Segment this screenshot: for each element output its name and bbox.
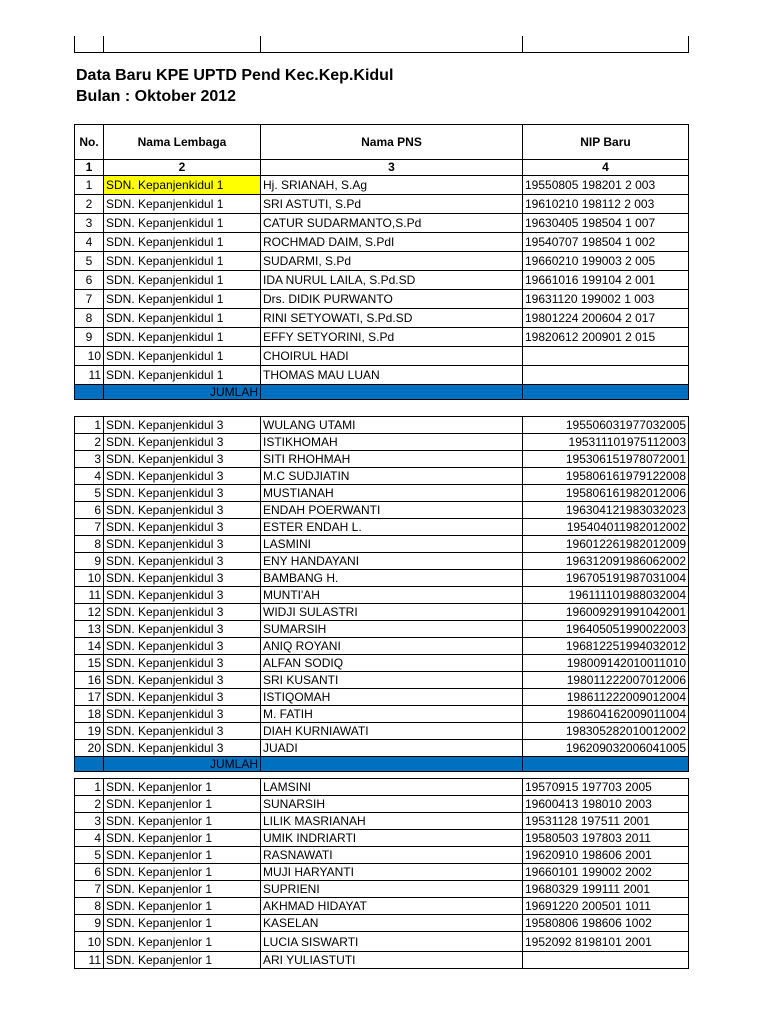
page-subtitle: Bulan : Oktober 2012 [76, 88, 237, 105]
cell-no: 11 [75, 366, 104, 385]
cell-nama-pns: SUMARSIH [261, 621, 523, 638]
cell-no: 15 [75, 655, 104, 672]
table-row [75, 347, 689, 366]
col-number: 2 [104, 160, 261, 176]
cell-no: 6 [75, 864, 104, 881]
table-row [75, 796, 689, 813]
table-row [75, 553, 689, 570]
cell-no: 1 [75, 779, 104, 796]
cell-nama-pns: EFFY SETYORINI, S.Pd [261, 328, 523, 347]
cell-nip-baru: 196812251994032012 [523, 638, 689, 655]
cell-nama-lembaga: SDN. Kepanjenkidul 3 [104, 740, 261, 757]
cell-no: 8 [75, 309, 104, 328]
cell-no: 12 [75, 604, 104, 621]
cell-nama-pns: SRI KUSANTI [261, 672, 523, 689]
jumlah-label: JUMLAH [104, 385, 261, 400]
header-no: No. [75, 125, 104, 160]
cell-nama-pns: MUNTI'AH [261, 587, 523, 604]
column-divider [522, 36, 523, 52]
cell-nama-pns: IDA NURUL LAILA, S.Pd.SD [261, 271, 523, 290]
col-number: 4 [523, 160, 689, 176]
table-section-2 [74, 416, 689, 772]
cell-nip-baru: 195506031977032005 [523, 417, 689, 434]
cell-nama-lembaga: SDN. Kepanjenkidul 1 [104, 252, 261, 271]
cell-no: 13 [75, 621, 104, 638]
jumlah-row [75, 385, 689, 400]
table-row [75, 519, 689, 536]
table-row [75, 587, 689, 604]
cell-no: 10 [75, 570, 104, 587]
cell-no: 5 [75, 847, 104, 864]
table-row [75, 176, 689, 195]
cell-nama-pns: MUSTIANAH [261, 485, 523, 502]
cell-no: 5 [75, 252, 104, 271]
cell-nip-baru: 19620910 198606 2001 [523, 847, 689, 864]
table-row [75, 638, 689, 655]
cell-no: 7 [75, 881, 104, 898]
column-number-row [75, 160, 689, 176]
cell-nip-baru: 195404011982012002 [523, 519, 689, 536]
cell-nama-lembaga: SDN. Kepanjenkidul 3 [104, 451, 261, 468]
table-row [75, 366, 689, 385]
cell-nip-baru: 19531128 197511 2001 [523, 813, 689, 830]
table-row [75, 271, 689, 290]
cell-nama-pns: ENDAH POERWANTI [261, 502, 523, 519]
cell-nama-lembaga: SDN. Kepanjenkidul 3 [104, 604, 261, 621]
cell-no: 4 [75, 233, 104, 252]
cell-nama-lembaga: SDN. Kepanjenkidul 1 [104, 176, 261, 195]
cell-no: 9 [75, 328, 104, 347]
table-row [75, 847, 689, 864]
cell-nama-pns: WIDJI SULASTRI [261, 604, 523, 621]
cell-nip-baru: 19631120 199002 1 003 [523, 290, 689, 309]
cell-nip-baru: 19580806 198606 1002 [523, 915, 689, 932]
table-row [75, 830, 689, 847]
table-row [75, 672, 689, 689]
cell-no: 11 [75, 952, 104, 969]
cell-no: 19 [75, 723, 104, 740]
table-row [75, 434, 689, 451]
cell-nip-baru: 19820612 200901 2 015 [523, 328, 689, 347]
cell-no: 8 [75, 536, 104, 553]
cell-no: 2 [75, 195, 104, 214]
cell-no: 5 [75, 485, 104, 502]
cell-nip-baru: 195311101975112003 [523, 434, 689, 451]
cell-nip-baru: 195306151978072001 [523, 451, 689, 468]
cell-nama-lembaga: SDN. Kepanjenkidul 1 [104, 290, 261, 309]
cell-nip-baru [523, 347, 689, 366]
jumlah-row [75, 757, 689, 772]
cell-nama-pns: MUJI HARYANTI [261, 864, 523, 881]
table-row [75, 881, 689, 898]
cell-nama-lembaga: SDN. Kepanjenlor 1 [104, 830, 261, 847]
cell-nama-lembaga: SDN. Kepanjenkidul 1 [104, 347, 261, 366]
cell-nama-lembaga: SDN. Kepanjenkidul 3 [104, 672, 261, 689]
cell-nama-pns: ENY HANDAYANI [261, 553, 523, 570]
cell-nama-pns: M.C SUDJIATIN [261, 468, 523, 485]
cell-nama-lembaga: SDN. Kepanjenkidul 3 [104, 417, 261, 434]
cell-nama-lembaga: SDN. Kepanjenlor 1 [104, 779, 261, 796]
cell-no: 3 [75, 451, 104, 468]
col-number: 3 [261, 160, 523, 176]
cell-no: 20 [75, 740, 104, 757]
cell-no: 11 [75, 587, 104, 604]
table-row [75, 604, 689, 621]
cell-nama-pns: Hj. SRIANAH, S.Ag [261, 176, 523, 195]
cell-nama-lembaga: SDN. Kepanjenkidul 1 [104, 328, 261, 347]
cell-nama-pns: SUDARMI, S.Pd [261, 252, 523, 271]
table-section-3 [74, 778, 689, 969]
cell-no: 7 [75, 290, 104, 309]
cell-nama-pns: ISTIQOMAH [261, 689, 523, 706]
cell-no: 18 [75, 706, 104, 723]
table-row [75, 502, 689, 519]
header-nama-pns: Nama PNS [261, 125, 523, 160]
cell-no: 6 [75, 502, 104, 519]
cell-nip-baru: 195806161982012006 [523, 485, 689, 502]
cell-nama-lembaga: SDN. Kepanjenkidul 1 [104, 271, 261, 290]
cell-no: 17 [75, 689, 104, 706]
cell-nama-lembaga: SDN. Kepanjenlor 1 [104, 847, 261, 864]
cell-nip-baru: 19610210 198112 2 003 [523, 195, 689, 214]
cell-nama-lembaga: SDN. Kepanjenkidul 3 [104, 587, 261, 604]
cell-nama-pns: DIAH KURNIAWATI [261, 723, 523, 740]
cell-no: 1 [75, 176, 104, 195]
cell-nip-baru: 19660101 199002 2002 [523, 864, 689, 881]
table-row [75, 214, 689, 233]
table-row [75, 328, 689, 347]
table-row [75, 952, 689, 969]
cell-nip-baru: 196312091986062002 [523, 553, 689, 570]
cell-nip-baru: 19540707 198504 1 002 [523, 233, 689, 252]
table-row [75, 417, 689, 434]
cell-nip-baru: 198009142010011010 [523, 655, 689, 672]
table-row [75, 740, 689, 757]
cell-nip-baru: 196405051990022003 [523, 621, 689, 638]
cell-nip-baru: 19691220 200501 1011 [523, 898, 689, 915]
table-row [75, 468, 689, 485]
table-row [75, 570, 689, 587]
cell-nama-pns: SRI ASTUTI, S.Pd [261, 195, 523, 214]
cell-nip-baru: 198604162009011004 [523, 706, 689, 723]
cell-nama-pns: CHOIRUL HADI [261, 347, 523, 366]
cell-nama-pns: RINI SETYOWATI, S.Pd.SD [261, 309, 523, 328]
cell-nama-lembaga: SDN. Kepanjenkidul 3 [104, 553, 261, 570]
cell-nama-pns: RASNAWATI [261, 847, 523, 864]
table-row [75, 864, 689, 881]
cell-nama-pns: ARI YULIASTUTI [261, 952, 523, 969]
cell-no: 7 [75, 519, 104, 536]
table-row [75, 233, 689, 252]
cell-nama-pns: LAMSINI [261, 779, 523, 796]
cell-no: 9 [75, 553, 104, 570]
cell-nip-baru: 19580503 197803 2011 [523, 830, 689, 847]
cell-nama-lembaga: SDN. Kepanjenkidul 3 [104, 502, 261, 519]
top-partial-row [74, 36, 689, 53]
cell-nama-pns: WULANG UTAMI [261, 417, 523, 434]
cell-nama-pns: SUPRIENI [261, 881, 523, 898]
cell-nama-pns: M. FATIH [261, 706, 523, 723]
cell-nama-lembaga: SDN. Kepanjenkidul 3 [104, 638, 261, 655]
cell-nip-baru: 196012261982012009 [523, 536, 689, 553]
cell-nama-pns: CATUR SUDARMANTO,S.Pd [261, 214, 523, 233]
cell-nama-lembaga: SDN. Kepanjenkidul 1 [104, 195, 261, 214]
table-row [75, 536, 689, 553]
header-nip-baru: NIP Baru [523, 125, 689, 160]
cell-no: 9 [75, 915, 104, 932]
cell-nama-lembaga: SDN. Kepanjenlor 1 [104, 864, 261, 881]
cell-nip-baru: 196111101988032004 [523, 587, 689, 604]
cell-no: 14 [75, 638, 104, 655]
table-row [75, 309, 689, 328]
cell-nama-pns: LUCIA SISWARTI [261, 932, 523, 952]
cell-nama-pns: BAMBANG H. [261, 570, 523, 587]
cell-nip-baru: 198011222007012006 [523, 672, 689, 689]
cell-nip-baru: 19630405 198504 1 007 [523, 214, 689, 233]
cell-nama-lembaga: SDN. Kepanjenkidul 3 [104, 621, 261, 638]
cell-nama-lembaga: SDN. Kepanjenkidul 3 [104, 723, 261, 740]
cell-nip-baru: 19680329 199111 2001 [523, 881, 689, 898]
table-row [75, 706, 689, 723]
cell-nama-pns: Drs. DIDIK PURWANTO [261, 290, 523, 309]
table-row [75, 195, 689, 214]
cell-nama-pns: LILIK MASRIANAH [261, 813, 523, 830]
cell-nama-lembaga: SDN. Kepanjenkidul 3 [104, 689, 261, 706]
table-row [75, 689, 689, 706]
cell-nama-pns: THOMAS MAU LUAN [261, 366, 523, 385]
cell-nip-baru: 19550805 198201 2 003 [523, 176, 689, 195]
cell-nama-pns: ALFAN SODIQ [261, 655, 523, 672]
cell-nama-lembaga: SDN. Kepanjenkidul 3 [104, 468, 261, 485]
table-row [75, 932, 689, 952]
cell-nama-lembaga: SDN. Kepanjenkidul 3 [104, 536, 261, 553]
cell-nip-baru: 196304121983032023 [523, 502, 689, 519]
cell-nama-pns: ANIQ ROYANI [261, 638, 523, 655]
cell-nip-baru: 198305282010012002 [523, 723, 689, 740]
cell-nip-baru: 198611222009012004 [523, 689, 689, 706]
table-section-1 [74, 124, 689, 400]
col-number: 1 [75, 160, 104, 176]
cell-nip-baru: 19600413 198010 2003 [523, 796, 689, 813]
cell-nip-baru: 19660210 199003 2 005 [523, 252, 689, 271]
cell-nama-pns: LASMINI [261, 536, 523, 553]
cell-nama-lembaga: SDN. Kepanjenlor 1 [104, 881, 261, 898]
cell-nama-lembaga: SDN. Kepanjenkidul 1 [104, 366, 261, 385]
cell-no: 4 [75, 830, 104, 847]
cell-nama-lembaga: SDN. Kepanjenkidul 3 [104, 655, 261, 672]
cell-nama-pns: ISTIKHOMAH [261, 434, 523, 451]
jumlah-label: JUMLAH [104, 757, 261, 772]
cell-no: 10 [75, 347, 104, 366]
cell-no: 2 [75, 796, 104, 813]
table-row [75, 915, 689, 932]
cell-nama-lembaga: SDN. Kepanjenkidul 1 [104, 214, 261, 233]
cell-nip-baru: 196705191987031004 [523, 570, 689, 587]
table-row [75, 451, 689, 468]
cell-no: 8 [75, 898, 104, 915]
cell-nip-baru [523, 952, 689, 969]
table-row [75, 813, 689, 830]
cell-nip-baru: 195806161979122008 [523, 468, 689, 485]
cell-no: 3 [75, 813, 104, 830]
cell-no: 10 [75, 932, 104, 952]
cell-no: 1 [75, 417, 104, 434]
cell-nip-baru: 19661016 199104 2 001 [523, 271, 689, 290]
cell-nip-baru: 196009291991042001 [523, 604, 689, 621]
cell-nama-lembaga: SDN. Kepanjenkidul 3 [104, 485, 261, 502]
cell-nip-baru: 19570915 197703 2005 [523, 779, 689, 796]
table-row [75, 723, 689, 740]
cell-nama-lembaga: SDN. Kepanjenlor 1 [104, 898, 261, 915]
page-title: Data Baru KPE UPTD Pend Kec.Kep.Kidul [76, 67, 394, 84]
cell-nama-lembaga: SDN. Kepanjenlor 1 [104, 915, 261, 932]
cell-nama-pns: KASELAN [261, 915, 523, 932]
cell-nama-pns: AKHMAD HIDAYAT [261, 898, 523, 915]
cell-no: 3 [75, 214, 104, 233]
cell-nama-lembaga: SDN. Kepanjenkidul 1 [104, 309, 261, 328]
cell-nama-pns: SITI RHOHMAH [261, 451, 523, 468]
cell-nama-lembaga: SDN. Kepanjenlor 1 [104, 813, 261, 830]
cell-nip-baru: 1952092 8198101 2001 [523, 932, 689, 952]
cell-nip-baru [523, 366, 689, 385]
cell-nama-lembaga: SDN. Kepanjenkidul 1 [104, 233, 261, 252]
cell-nama-lembaga: SDN. Kepanjenlor 1 [104, 796, 261, 813]
cell-no: 2 [75, 434, 104, 451]
cell-nip-baru: 196209032006041005 [523, 740, 689, 757]
table-row [75, 779, 689, 796]
table-row [75, 485, 689, 502]
cell-nama-pns: ROCHMAD DAIM, S.PdI [261, 233, 523, 252]
table-row [75, 252, 689, 271]
cell-nama-pns: SUNARSIH [261, 796, 523, 813]
column-divider [260, 36, 261, 52]
cell-no: 16 [75, 672, 104, 689]
cell-nama-lembaga: SDN. Kepanjenkidul 3 [104, 706, 261, 723]
header-row [75, 125, 689, 160]
table-row [75, 621, 689, 638]
cell-no: 4 [75, 468, 104, 485]
cell-nama-lembaga: SDN. Kepanjenkidul 3 [104, 519, 261, 536]
cell-nama-pns: UMIK INDRIARTI [261, 830, 523, 847]
header-nama-lembaga: Nama Lembaga [104, 125, 261, 160]
cell-no: 6 [75, 271, 104, 290]
table-row [75, 290, 689, 309]
table-row [75, 898, 689, 915]
cell-nama-pns: ESTER ENDAH L. [261, 519, 523, 536]
cell-nip-baru: 19801224 200604 2 017 [523, 309, 689, 328]
table-row [75, 655, 689, 672]
cell-nama-lembaga: SDN. Kepanjenlor 1 [104, 932, 261, 952]
cell-nama-lembaga: SDN. Kepanjenlor 1 [104, 952, 261, 969]
cell-nama-lembaga: SDN. Kepanjenkidul 3 [104, 434, 261, 451]
cell-nama-lembaga: SDN. Kepanjenkidul 3 [104, 570, 261, 587]
column-divider [103, 36, 104, 52]
cell-nama-pns: JUADI [261, 740, 523, 757]
